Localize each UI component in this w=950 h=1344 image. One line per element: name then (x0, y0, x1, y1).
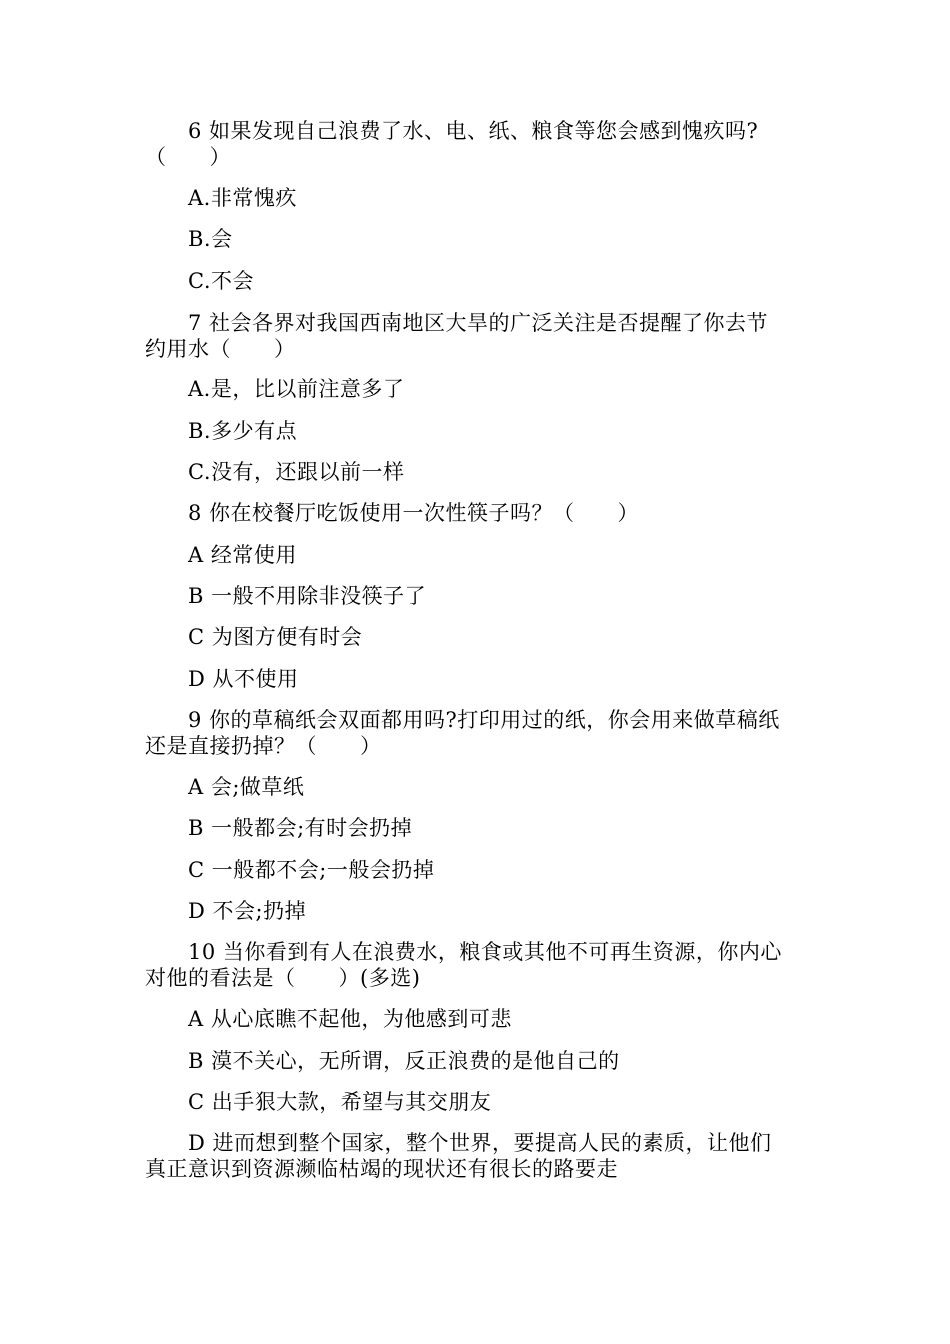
question-7-option-a: A.是，比以前注意多了 (188, 377, 405, 401)
question-7-option-c: C.没有，还跟以前一样 (188, 460, 405, 484)
question-7-option-b: B.多少有点 (188, 419, 298, 443)
question-8-option-d: D 从不使用 (188, 667, 299, 691)
question-10-option-a: A 从心底瞧不起他，为他感到可悲 (188, 1007, 512, 1031)
question-7-line-2: 约用水（ ） (145, 337, 296, 361)
question-8-option-b: B 一般不用除非没筷子了 (188, 584, 427, 608)
question-10-option-b: B 漠不关心，无所谓，反正浪费的是他自己的 (188, 1049, 620, 1073)
question-9-option-c: C 一般都不会;一般会扔掉 (188, 858, 435, 882)
question-6-option-b: B.会 (188, 227, 233, 251)
question-8-option-a: A 经常使用 (188, 543, 297, 567)
question-7-line-1: 7 社会各界对我国西南地区大旱的广泛关注是否提醒了你去节 (188, 311, 769, 335)
question-10-option-c: C 出手狠大款，希望与其交朋友 (188, 1090, 492, 1114)
question-9-option-a: A 会;做草纸 (188, 775, 305, 799)
question-10-line-1: 10 当你看到有人在浪费水，粮食或其他不可再生资源，你内心 (188, 940, 782, 964)
question-8-line-1: 8 你在校餐厅吃饭使用一次性筷子吗？（ ） (188, 501, 640, 525)
question-6-line-2: （ ） (145, 145, 231, 169)
question-9-line-2: 还是直接扔掉？（ ） (145, 734, 382, 758)
question-10-line-2: 对他的看法是（ ）(多选) (145, 966, 421, 990)
question-10-option-d-line-1: D 进而想到整个国家，整个世界，要提高人民的素质，让他们 (188, 1131, 772, 1155)
question-9-line-1: 9 你的草稿纸会双面都用吗?打印用过的纸，你会用来做草稿纸 (188, 708, 780, 732)
question-9-option-b: B 一般都会;有时会扔掉 (188, 816, 413, 840)
question-8-option-c: C 为图方便有时会 (188, 625, 363, 649)
question-6-line-1: 6 如果发现自己浪费了水、电、纸、粮食等您会感到愧疚吗? (188, 119, 759, 143)
question-10-option-d-line-2: 真正意识到资源濒临枯竭的现状还有很长的路要走 (145, 1157, 618, 1181)
question-9-option-d: D 不会;扔掉 (188, 899, 307, 923)
question-6-option-c: C.不会 (188, 269, 254, 293)
question-6-option-a: A.非常愧疚 (188, 186, 297, 210)
